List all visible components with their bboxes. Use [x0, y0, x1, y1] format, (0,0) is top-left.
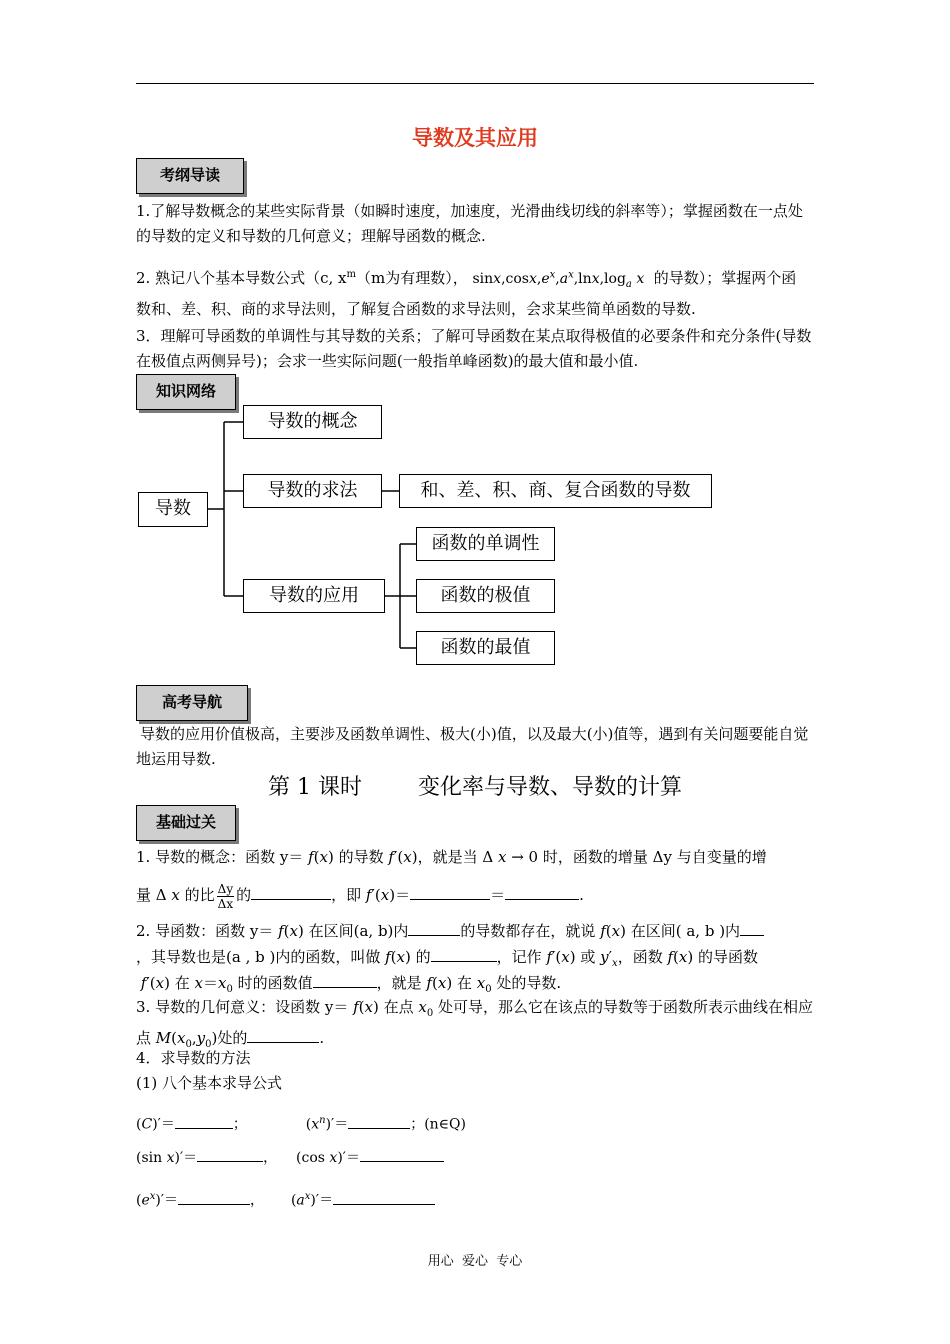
kaogang-item-1: 1.了解导数概念的某些实际背景（如瞬时速度，加速度，光滑曲线切线的斜率等）；掌握函数在一点处的导数的定义和导数的几何意义；理解导函数的概念.	[136, 202, 803, 245]
node-root: 导数	[138, 492, 208, 527]
jichu-item-3: 3. 导数的几何意义：设函数 y＝ f(x) 在点 $x_0$ 处可导，那么它在该点的导数等于函数所表示曲线在相应点 $M(x_0,y_0)$处的 .	[136, 998, 814, 1050]
section-tag-gaokao: 高考导航	[136, 685, 248, 721]
section-tag-jichu: 基础过关	[136, 805, 236, 841]
section-tag-kaogang: 考纲导读	[136, 158, 244, 194]
kaogang-item-2: 2. 熟记八个基本导数公式（c, $x^m(m$为有理数）， $\sin x,\cos x,e^x,a^x,\ln x,\log_a$ x 的导数）；掌握两个函	[136, 269, 797, 290]
node-monotonicity: 函数的单调性	[416, 527, 555, 561]
node-max-min: 函数的最值	[416, 631, 555, 665]
kaogang-item-3: 3．理解可导函数的单调性与其导数的关系；了解可导函数在某点取得极值的必要条件和充分条件(导数在极值点两侧异号)；会求一些实际问题(一般指单峰函数)的最大值和最小值.	[136, 327, 812, 370]
node-method: 导数的求法	[243, 474, 382, 508]
page-title: 导数及其应用	[412, 125, 538, 150]
formula-row-3: $(e^x)'=$ ， $(a^x)'=$	[136, 1184, 816, 1214]
jichu-item-2: 2. 导函数：函数 y＝ f(x) 在区间(a, b)内 的导数都存在，就说 f(x) 在区间( a, b )内	[136, 919, 816, 944]
jichu-item-1-cont: 量 Δ x 的比 $\frac{\Delta y}{\Delta x}$ 的 ，即 f′(x)＝ ＝ .	[136, 881, 584, 911]
formula-row-1: (C)′＝ ； $(x^n)'=$ ；(n∈Q)	[136, 1108, 816, 1138]
node-extremum: 函数的极值	[416, 579, 555, 613]
page-footer: 用心 爱心 专心	[427, 1254, 523, 1269]
gaokao-text: 导数的应用价值极高，主要涉及函数单调性、极大(小)值，以及最大(小)值等，遇到有关问题要能自觉地运用导数.	[136, 725, 809, 768]
node-application: 导数的应用	[243, 579, 385, 613]
jichu-item-1: 1. 导数的概念：函数 y＝ f(x) 的导数 f′(x)，就是当 Δ x → 0 时，函数的增量 Δy 与自变量的增	[136, 848, 767, 866]
jichu-item-2-line3: f′(x) 在 $x=x_0$ 时的函数值 ，就是 f(x) 在 $x_0$ 处的导数.	[140, 974, 562, 995]
node-concept: 导数的概念	[243, 405, 382, 439]
kaogang-item-2-cont: 数和、差、积、商的求导法则，了解复合函数的求导法则，会求某些简单函数的导数.	[136, 300, 696, 318]
rational-note: (n∈Q)	[424, 1116, 466, 1133]
formula-row-2: (sin x)′＝ ， (cos x)′＝	[136, 1146, 816, 1171]
section-tag-zhishi: 知识网络	[136, 374, 236, 410]
lesson-title: 第 1 课时 变化率与导数、导数的计算	[268, 775, 682, 800]
jichu-item-4-1: (1) 八个基本求导公式	[136, 1074, 283, 1092]
jichu-item-4: 4．求导数的方法	[136, 1049, 251, 1067]
node-method-detail: 和、差、积、商、复合函数的导数	[399, 474, 712, 508]
jichu-item-2-line2: ，其导数也是(a , b )内的函数，叫做 f(x) 的 ，记作 f′(x) 或 $y'_x$，函数 f(x) 的导函数	[136, 948, 759, 969]
